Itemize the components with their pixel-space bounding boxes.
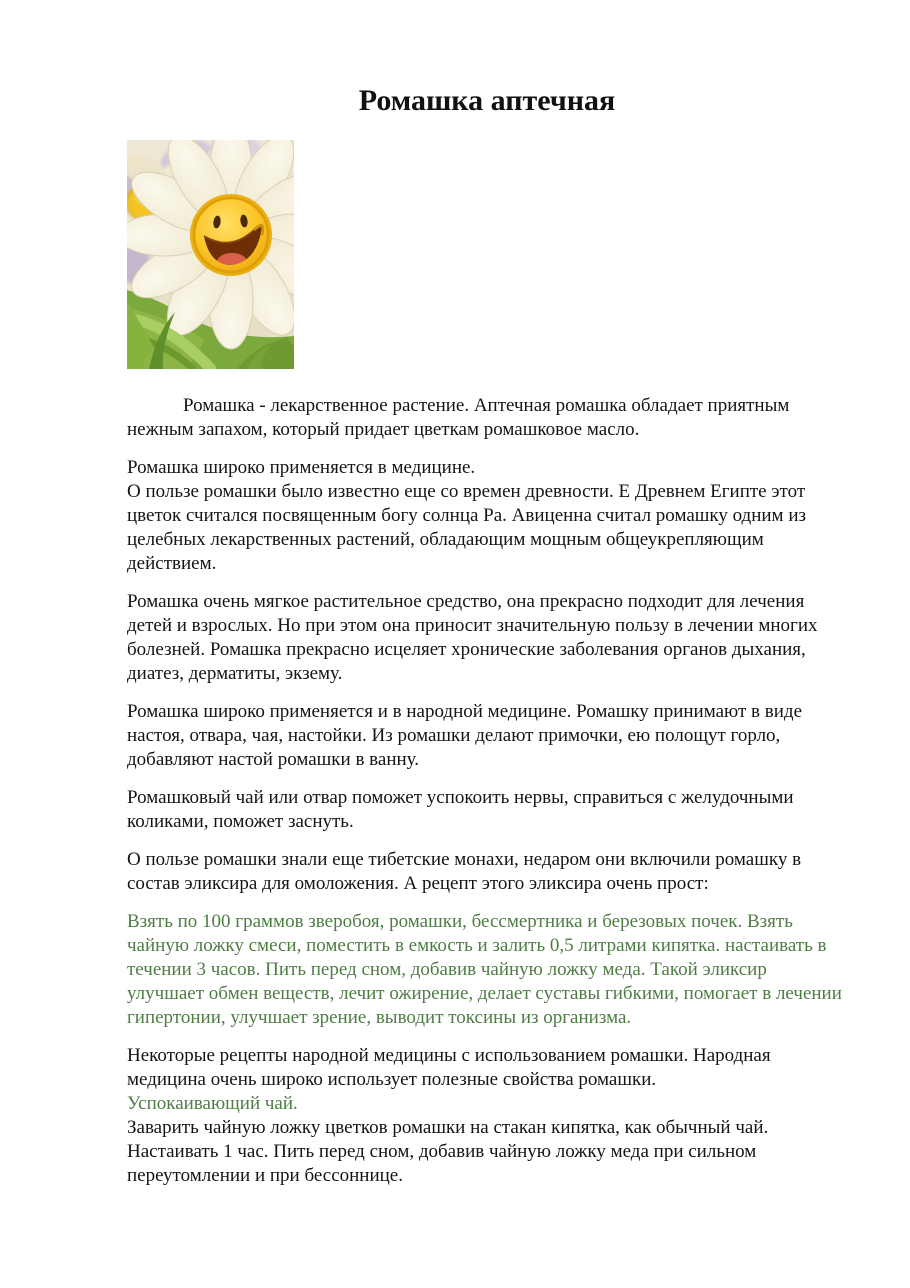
paragraph-brew-instruction: Заварить чайную ложку цветков ромашки на стакан кипятка, как обычный чай.	[127, 1117, 769, 1138]
page-title: Ромашка аптечная	[358, 84, 616, 117]
paragraph-mild-remedy: Ромашка очень мягкое растительное средство, она прекрасно подходит для лечения детей и взрослых. Но при этом она приносит значительную пользу в лечении многих болезней. Ромашка прекрасно исцеляет хронические заболевания органов дыхания, диатез, дерматиты, экзему.	[127, 591, 818, 684]
paragraph-intro: Ромашка - лекарственное растение. Аптечная ромашка обладает приятным нежным запахом, который придает цветкам ромашковое масло.	[127, 395, 790, 440]
chamomile-photo	[127, 140, 294, 369]
paragraph-elixir-recipe: Взять по 100 граммов зверобоя, ромашки, бессмертника и березовых почек. Взять чайную ложку смеси, поместить в емкость и залить 0,5 литрами кипятка. настаивать в течении 3 часов. Пить перед сном, добавив чайную ложку меда. Такой эликсир улучшает обмен веществ, лечит ожирение, делает суставы гибкими, помогает в лечении гипертонии, улучшает зрение, выводит токсины из организма.	[127, 911, 842, 1028]
paragraph-history: О пользе ромашки было известно еще со времен древности. Е Древнем Египте этот цветок считался посвященным богу солнца Ра. Авиценна считал ромашку одним из целебных лекарственных растений, обладающим мощным общеукрепляющим действием.	[127, 481, 807, 574]
paragraph-steep-instruction: Настаивать 1 час. Пить перед сном, добавив чайную ложку меда при сильном переутомлении и при бессоннице.	[127, 1141, 757, 1186]
document-body	[127, 394, 847, 1188]
paragraph-tibet-monks: О пользе ромашки знали еще тибетские монахи, недаром они включили ромашку в состав эликсира для омоложения. А рецепт этого эликсира очень прост:	[127, 849, 802, 894]
paragraph-folk-medicine: Ромашка широко применяется и в народной медицине. Ромашку принимают в виде настоя, отвара, чая, настойки. Из ромашки делают примочки, ею полощут горло, добавляют настой ромашки в ванну.	[127, 701, 803, 770]
paragraph-tea-calming: Ромашковый чай или отвар поможет успокоить нервы, справиться с желудочными коликами, поможет заснуть.	[127, 787, 794, 832]
paragraph-folk-recipes: Некоторые рецепты народной медицины с использованием ромашки. Народная медицина очень широко использует полезные свойства ромашки.	[127, 1045, 771, 1090]
paragraph-medicine-lead: Ромашка широко применяется в медицине.	[127, 457, 476, 478]
smiling-flower-illustration	[127, 140, 294, 369]
paragraph-calming-tea-heading: Успокаивающий чай.	[127, 1093, 298, 1114]
